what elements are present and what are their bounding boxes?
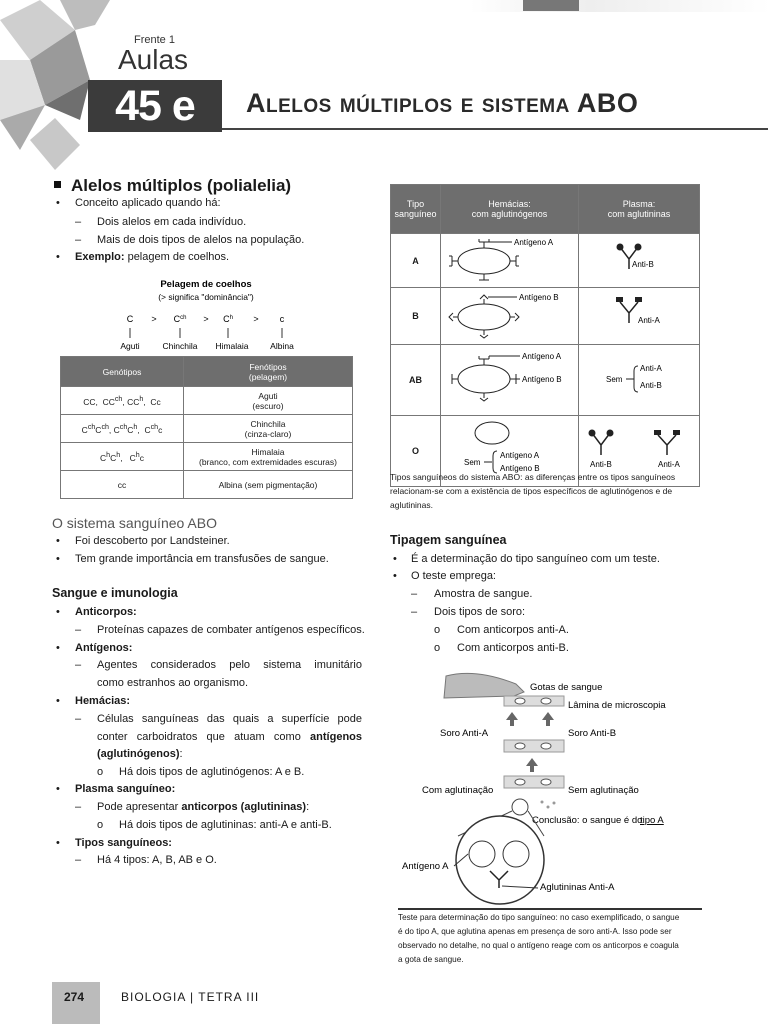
definition: (aglutinógenos): bbox=[97, 748, 183, 760]
svg-text:Antígeno A: Antígeno A bbox=[500, 451, 540, 460]
term: Antígenos: bbox=[75, 642, 133, 654]
blood-type-table bbox=[390, 184, 700, 487]
svg-text:Antígeno A: Antígeno A bbox=[522, 352, 562, 361]
phenotype-name: Chinchila bbox=[162, 341, 198, 351]
svg-text:Soro Anti-A: Soro Anti-A bbox=[440, 728, 489, 739]
section-heading-immunology: Sangue e imunologia bbox=[52, 586, 178, 600]
cell-with-antigen-a-and-b bbox=[442, 346, 577, 412]
bullet: • bbox=[393, 553, 397, 565]
type-cell: A bbox=[391, 234, 441, 288]
genotype-cell: CC, $CC^{ch}$, $CC^h$, Cc bbox=[61, 387, 184, 415]
page-number: 274 bbox=[64, 990, 85, 1004]
phenotype-cell: Albina (sem pigmentação) bbox=[184, 471, 353, 499]
page-title: Alelos múltiplos e sistema ABO bbox=[246, 88, 639, 118]
definition: Pode apresentar anticorpos (aglutininas): bbox=[97, 801, 310, 813]
figure-caption: Teste para determinação do tipo sanguíneo: no caso exemplificado, o sangue é do tipo A, que aglutina apenas em presença de soro anti-A. Isso pode ser observado no detalhe, no qual o antígeno reage com os anticorpos e coagula a gota de sangue. bbox=[398, 913, 680, 964]
svg-text:Sem: Sem bbox=[606, 375, 623, 384]
example-line: Exemplo: pelagem de coelhos. bbox=[75, 251, 230, 263]
svg-text:Antígeno B: Antígeno B bbox=[500, 464, 540, 473]
svg-text:Anti-A: Anti-A bbox=[658, 460, 680, 469]
table-row bbox=[391, 234, 700, 288]
list-item-text: Conceito aplicado quando há: bbox=[75, 197, 221, 209]
definition: conter carboidratos que atuam como antígenos bbox=[97, 731, 362, 743]
genotype-cell: $C^hC^h$, $C^hc$ bbox=[61, 443, 184, 471]
list-item: • bbox=[56, 197, 60, 209]
table-row bbox=[61, 443, 353, 471]
anti-b-antibody bbox=[580, 235, 698, 284]
frente-label: Frente 1 bbox=[134, 34, 175, 46]
sub-definition: Há dois tipos de aglutininas: anti-A e anti-B. bbox=[119, 819, 332, 831]
table-header: Tipo sanguíneo bbox=[391, 185, 441, 234]
section-heading-polyallelism: Alelos múltiplos (polialelia) bbox=[54, 176, 291, 196]
svg-text:tipo A: tipo A bbox=[640, 815, 664, 826]
section-heading-typing: Tipagem sanguínea bbox=[390, 533, 507, 547]
svg-text:Antígeno B: Antígeno B bbox=[519, 293, 559, 302]
dash: – bbox=[75, 854, 82, 866]
genotype-table bbox=[60, 356, 353, 499]
bullet: • bbox=[393, 570, 397, 582]
svg-text:Gotas de sangue: Gotas de sangue bbox=[530, 682, 603, 693]
table-row bbox=[61, 415, 353, 443]
lesson-numbers: 45 e 46 bbox=[88, 80, 222, 132]
dash: – bbox=[411, 606, 418, 618]
aulas-label: Aulas bbox=[118, 44, 189, 75]
dash: – bbox=[75, 713, 82, 725]
phenotype-cell: Himalaia (branco, com extremidades escuras) bbox=[184, 443, 353, 471]
allele-Cch: $C^{ch}$ bbox=[173, 314, 187, 324]
phenotype-cell: Chinchila (cinza-claro) bbox=[184, 415, 353, 443]
plasma-cell bbox=[579, 234, 700, 288]
bullet: • bbox=[56, 642, 60, 654]
type-cell: AB bbox=[391, 345, 441, 416]
table-row bbox=[61, 387, 353, 415]
svg-text:Conclusão: o sangue é do: Conclusão: o sangue é do bbox=[532, 815, 643, 826]
definition: Proteínas capazes de combater antígenos específicos. bbox=[97, 624, 365, 636]
svg-text:Sem: Sem bbox=[464, 458, 481, 467]
list-item-text: Dois tipos de soro: bbox=[434, 606, 526, 618]
list-item-text: Mais de dois tipos de alelos na população. bbox=[97, 234, 305, 246]
hemacia-cell bbox=[441, 345, 579, 416]
type-cell: O bbox=[391, 416, 441, 487]
hemacia-cell bbox=[441, 234, 579, 288]
no-antibodies bbox=[580, 346, 698, 412]
svg-text:Lâmina de microscopia: Lâmina de microscopia bbox=[568, 700, 666, 711]
list-item-text: Amostra de sangue. bbox=[434, 588, 533, 600]
list-item-text: Com anticorpos anti-A. bbox=[457, 624, 569, 636]
section-heading-abo: O sistema sanguíneo ABO bbox=[52, 515, 217, 531]
hemacia-cell bbox=[441, 288, 579, 345]
svg-text:Antígeno B: Antígeno B bbox=[522, 375, 562, 384]
svg-text:Anti-B: Anti-B bbox=[590, 460, 612, 469]
svg-text:Aglutininas Anti-A: Aglutininas Anti-A bbox=[540, 882, 615, 893]
table-header: Fenótipos (pelagem) bbox=[184, 357, 353, 387]
rabbit-allele-diagram bbox=[60, 276, 353, 356]
svg-text:Anti-A: Anti-A bbox=[638, 316, 660, 325]
svg-text:Sem aglutinação: Sem aglutinação bbox=[568, 785, 639, 796]
dash: – bbox=[75, 659, 82, 671]
allele-gt: > bbox=[203, 314, 209, 324]
svg-text:Antígeno A: Antígeno A bbox=[514, 238, 554, 247]
blood-typing-figure bbox=[398, 666, 704, 906]
table-row bbox=[391, 288, 700, 345]
dash: – bbox=[75, 216, 82, 228]
definition: como estranhos ao organismo. bbox=[97, 677, 249, 689]
top-accent-bar bbox=[470, 0, 768, 12]
cell-with-antigen-b bbox=[442, 289, 577, 341]
bullet: • bbox=[56, 783, 60, 795]
rabbit-subtitle: (> significa "dominância") bbox=[158, 292, 254, 302]
bullet: • bbox=[56, 695, 60, 707]
phenotype-name: Albina bbox=[270, 341, 294, 351]
svg-text:Anti-A: Anti-A bbox=[640, 364, 662, 373]
dash: – bbox=[411, 588, 418, 600]
bullet: • bbox=[56, 251, 60, 263]
term: Hemácias: bbox=[75, 695, 131, 707]
term: Plasma sanguíneo: bbox=[75, 783, 176, 795]
type-cell: B bbox=[391, 288, 441, 345]
term: Tipos sanguíneos: bbox=[75, 837, 172, 849]
circle-bullet: o bbox=[434, 624, 441, 636]
table-header: Hemácias: com aglutinógenos bbox=[441, 185, 579, 234]
allele-gt: > bbox=[253, 314, 259, 324]
list-item-text: O teste emprega: bbox=[411, 570, 496, 582]
list-item-text: Com anticorpos anti-B. bbox=[457, 642, 569, 654]
allele-Ch: $C^h$ bbox=[223, 314, 233, 324]
svg-text:Anti-B: Anti-B bbox=[640, 381, 662, 390]
phenotype-cell: Aguti (escuro) bbox=[184, 387, 353, 415]
anti-a-antibody bbox=[580, 289, 698, 341]
table-header: Plasma: com aglutininas bbox=[579, 185, 700, 234]
plasma-cell bbox=[579, 288, 700, 345]
term: Anticorpos: bbox=[75, 606, 137, 618]
rabbit-title: Pelagem de coelhos bbox=[160, 279, 252, 290]
list-item-text: Dois alelos em cada indivíduo. bbox=[97, 216, 247, 228]
bullet: • bbox=[56, 535, 60, 547]
svg-text:Anti-B: Anti-B bbox=[632, 260, 654, 269]
list-item-text: Tem grande importância em transfusões de sangue. bbox=[75, 553, 329, 565]
title-underline bbox=[222, 128, 768, 130]
definition: Agentes considerados pelo sistema imunitário bbox=[97, 659, 362, 671]
definition: Há 4 tipos: A, B, AB e O. bbox=[97, 854, 217, 866]
footer-subject: BIOLOGIA | TETRA III bbox=[121, 990, 260, 1004]
bullet: • bbox=[56, 553, 60, 565]
phenotype-name: Himalaia bbox=[215, 341, 249, 351]
allele-c: c bbox=[279, 314, 285, 324]
allele-C: C bbox=[126, 314, 134, 324]
dash: – bbox=[75, 801, 82, 813]
circle-bullet: o bbox=[434, 642, 441, 654]
table-row bbox=[391, 345, 700, 416]
table-caption: Tipos sanguíneos do sistema ABO: as diferenças entre os tipos sanguíneos relacionam-se com a existência de tipos específicos de aglutinógenos e de aglutininas. bbox=[390, 472, 676, 510]
genotype-cell: $C^{ch}C^{ch}$, $C^{ch}C^h$, $C^{ch}c$ bbox=[61, 415, 184, 443]
table-row bbox=[61, 471, 353, 499]
dash: – bbox=[75, 624, 82, 636]
circle-bullet: o bbox=[97, 819, 104, 831]
svg-text:Com aglutinação: Com aglutinação bbox=[422, 785, 494, 796]
genotype-cell: cc bbox=[61, 471, 184, 499]
plasma-cell bbox=[579, 345, 700, 416]
bullet: • bbox=[56, 837, 60, 849]
list-item-text: É a determinação do tipo sanguíneo com um teste. bbox=[411, 553, 660, 565]
phenotype-name: Aguti bbox=[120, 341, 140, 351]
bullet: • bbox=[56, 606, 60, 618]
dash: – bbox=[75, 234, 82, 246]
sub-definition: Há dois tipos de aglutinógenos: A e B. bbox=[119, 766, 305, 778]
svg-text:Antígeno A: Antígeno A bbox=[402, 861, 449, 872]
caption-rule bbox=[398, 908, 702, 910]
table-header: Genótipos bbox=[61, 357, 184, 387]
allele-gt: > bbox=[151, 314, 157, 324]
cell-with-antigen-a bbox=[442, 235, 577, 284]
list-item-text: Foi descoberto por Landsteiner. bbox=[75, 535, 230, 547]
circle-bullet: o bbox=[97, 766, 104, 778]
definition: Células sanguíneas das quais a superfície pode bbox=[97, 713, 362, 725]
svg-text:Soro Anti-B: Soro Anti-B bbox=[568, 728, 617, 739]
